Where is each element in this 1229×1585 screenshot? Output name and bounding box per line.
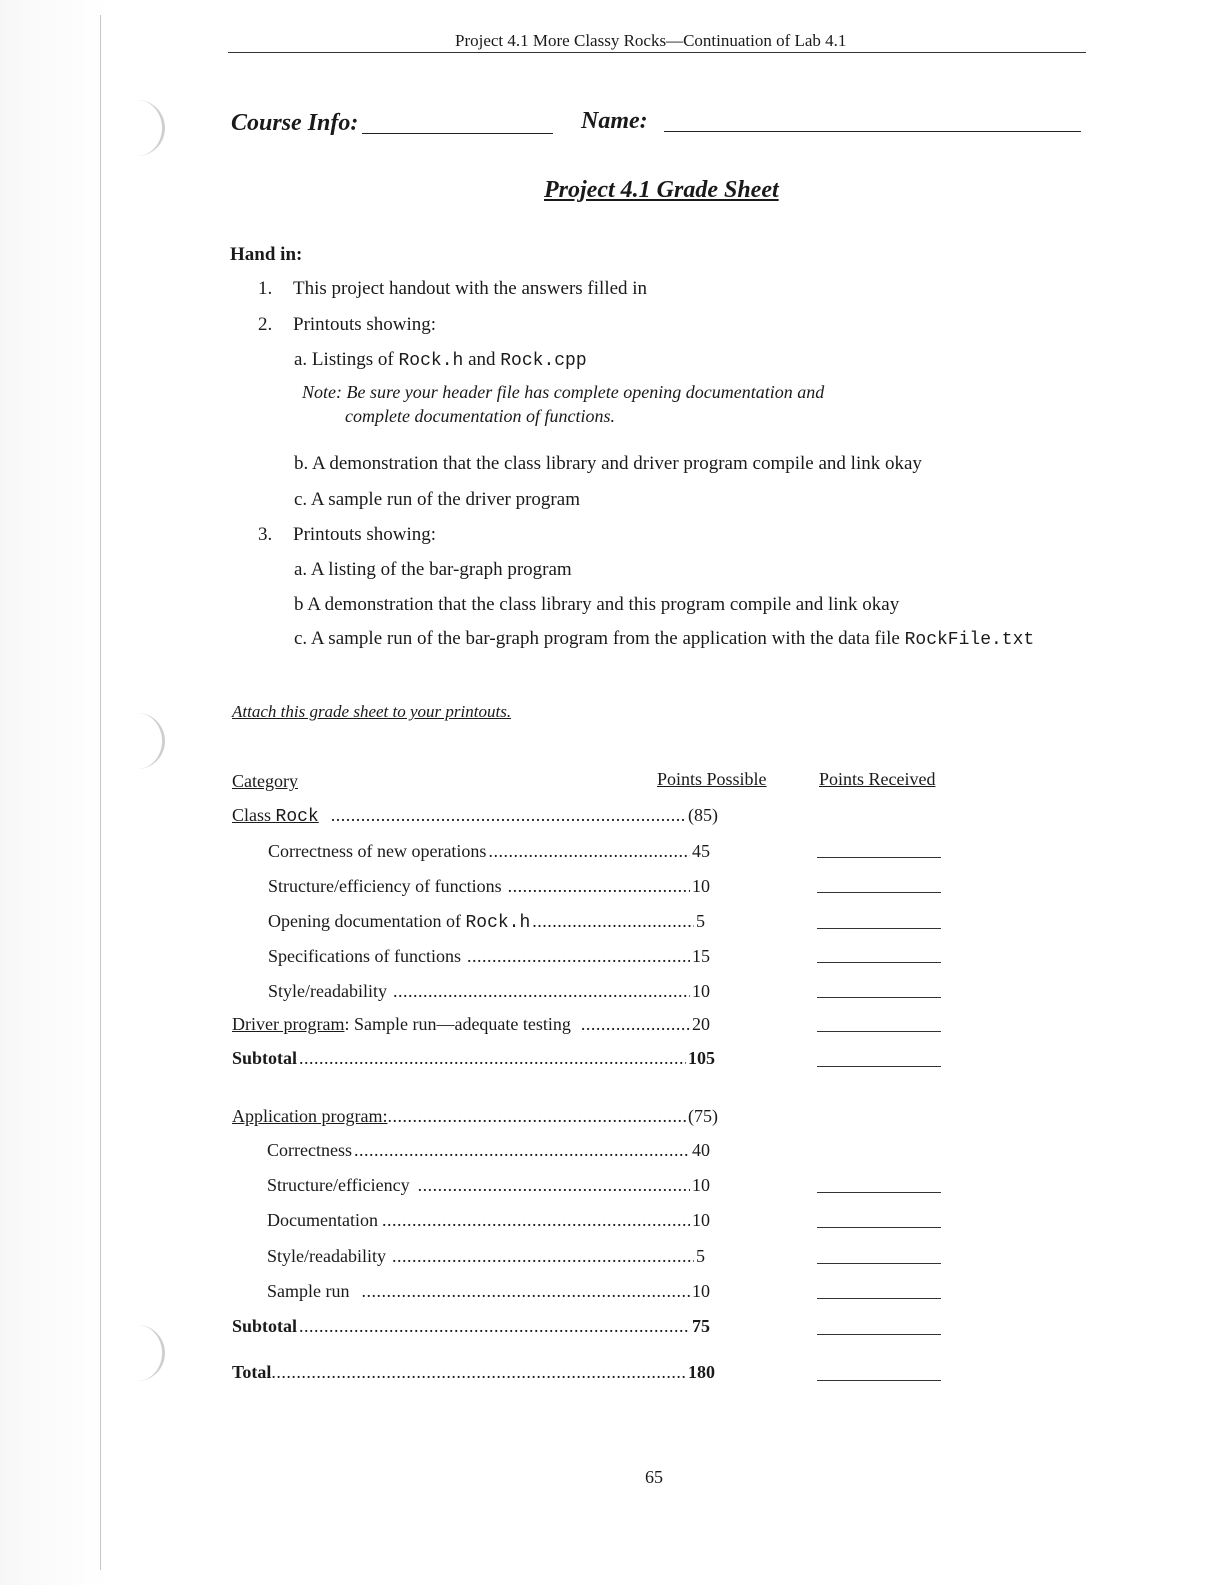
list-number: 2. (258, 314, 273, 335)
dot-leader (467, 946, 690, 967)
points-received-field[interactable] (817, 1066, 941, 1067)
name-field[interactable] (664, 131, 1081, 132)
points-received-field[interactable] (817, 1192, 941, 1193)
sub-item-listings (294, 349, 587, 371)
points-received-field[interactable] (817, 1380, 941, 1381)
points-possible: 10 (692, 1175, 710, 1195)
category-label: Sample run (267, 1281, 350, 1301)
points-received-field[interactable] (817, 857, 941, 858)
total-points: 180 (688, 1362, 715, 1382)
dot-leader (488, 841, 690, 862)
code-filename: RockFile.txt (904, 630, 1035, 650)
category-label: Correctness (267, 1140, 352, 1160)
points-received-field[interactable] (817, 1298, 941, 1299)
column-header-category: Category (232, 771, 298, 791)
page-title: Project 4.1 Grade Sheet (544, 177, 779, 203)
dot-leader (508, 876, 690, 897)
sub-item: a. A listing of the bar-graph program (294, 559, 572, 580)
points-received-field[interactable] (817, 1334, 941, 1335)
sub-item: c. A sample run of the driver program (294, 489, 580, 510)
points-possible: 10 (692, 876, 710, 896)
page-number: 65 (645, 1467, 663, 1487)
category-label: Specifications of functions (268, 946, 461, 966)
dot-leader (271, 1362, 686, 1383)
code-filename: Rock.h (465, 913, 531, 933)
column-header-points-received: Points Received (819, 769, 936, 789)
subtotal-row (232, 1316, 710, 1337)
subtotal-points: 105 (688, 1048, 715, 1068)
category-label: Structure/efficiency (267, 1175, 410, 1195)
category-label (232, 805, 319, 827)
subtotal-row (232, 1048, 715, 1069)
binding-line (100, 15, 101, 1570)
dot-leader (581, 1014, 690, 1035)
punch-hole-middle (110, 713, 165, 769)
list-item: Printouts showing: (293, 524, 437, 545)
points-received-field[interactable] (817, 962, 941, 963)
table-row (268, 876, 710, 897)
points-possible: 20 (692, 1014, 710, 1034)
dot-leader (418, 1175, 690, 1196)
table-row (267, 1175, 710, 1196)
name-label: Name: (581, 108, 648, 134)
dot-leader (362, 1281, 691, 1302)
category-label-text: Class (232, 805, 276, 825)
dot-leader (382, 1210, 690, 1231)
list-item: This project handout with the answers filled in (293, 278, 648, 299)
points-possible: (85) (688, 805, 718, 825)
category-label: Structure/efficiency of functions (268, 876, 502, 896)
points-received-field[interactable] (817, 1227, 941, 1228)
course-info-field[interactable] (362, 133, 553, 134)
points-possible: 10 (692, 1210, 710, 1230)
category-label-text: : Sample run—adequate testing (344, 1014, 571, 1034)
course-info-label: Course Info: (231, 110, 359, 136)
total-label: Total (232, 1362, 272, 1382)
dot-leader (354, 1140, 690, 1161)
points-possible: 10 (692, 981, 710, 1001)
punch-hole-top (110, 100, 165, 156)
points-received-field[interactable] (817, 928, 941, 929)
category-label: Style/readability (267, 1246, 386, 1266)
table-row (268, 841, 710, 862)
hand-in-heading: Hand in: (230, 244, 303, 265)
points-possible: 5 (696, 911, 705, 931)
list-number: 1. (258, 278, 273, 299)
column-header-points-possible: Points Possible (657, 769, 767, 789)
application-program-row (232, 1106, 718, 1127)
header-rule (228, 52, 1086, 53)
sub-item-text: c. A sample run of the bar-graph program from the application with the data file (294, 628, 905, 649)
dot-leader (393, 981, 690, 1002)
points-possible: (75) (688, 1106, 718, 1126)
points-possible: 10 (692, 1281, 710, 1301)
list-item: Printouts showing: (293, 314, 437, 335)
attach-instruction: Attach this grade sheet to your printouts. (232, 702, 512, 721)
driver-program-row (232, 1014, 710, 1035)
category-label: Style/readability (268, 981, 387, 1001)
page-binding-edge (0, 0, 110, 1585)
dot-leader (532, 911, 694, 932)
sub-item-text: and (463, 349, 501, 370)
code-classname: Rock (275, 807, 319, 827)
code-filename: Rock.cpp (500, 351, 587, 371)
sub-item: b A demonstration that the class library and this program compile and link okay (294, 594, 900, 615)
sub-item: b. A demonstration that the class library and driver program compile and link okay (294, 453, 922, 474)
points-possible: 40 (692, 1140, 710, 1160)
table-row (267, 1281, 710, 1302)
list-number: 3. (258, 524, 273, 545)
category-label-text: Opening documentation of (268, 911, 466, 931)
dot-leader (392, 1246, 694, 1267)
category-label (232, 1014, 571, 1035)
dot-leader (331, 805, 686, 826)
table-row (268, 911, 705, 933)
sub-item-text: a. Listings of (294, 349, 399, 370)
table-row (267, 1210, 710, 1231)
points-possible: 15 (692, 946, 710, 966)
category-label: Correctness of new operations (268, 841, 487, 861)
note-line: Note: Be sure your header file has complete opening documentation and (302, 382, 825, 402)
points-received-field[interactable] (817, 1031, 941, 1032)
dot-leader (299, 1316, 690, 1337)
subtotal-points: 75 (692, 1316, 710, 1336)
points-possible: 5 (696, 1246, 705, 1266)
running-head: Project 4.1 More Classy Rocks—Continuation of Lab 4.1 (455, 31, 847, 50)
code-filename: Rock.h (398, 351, 464, 371)
points-received-field[interactable] (817, 892, 941, 893)
points-received-field[interactable] (817, 997, 941, 998)
category-label: Application program: (232, 1106, 388, 1126)
category-label: Documentation (267, 1210, 378, 1230)
table-row (267, 1246, 705, 1267)
dot-leader (387, 1106, 686, 1127)
table-row (268, 981, 710, 1002)
punch-hole-bottom (110, 1325, 165, 1381)
table-row (268, 946, 710, 967)
total-row (232, 1362, 715, 1383)
table-row (267, 1140, 710, 1161)
points-received-field[interactable] (817, 1263, 941, 1264)
subtotal-label: Subtotal (232, 1048, 298, 1068)
points-possible: 45 (692, 841, 710, 861)
subtotal-label: Subtotal (232, 1316, 298, 1336)
class-rock-row (232, 805, 718, 827)
sub-item-sample-run (294, 628, 1034, 650)
category-label (268, 911, 530, 933)
dot-leader (299, 1048, 686, 1069)
note-line: complete documentation of functions. (345, 406, 615, 426)
category-label-underlined: Driver program (232, 1014, 345, 1034)
